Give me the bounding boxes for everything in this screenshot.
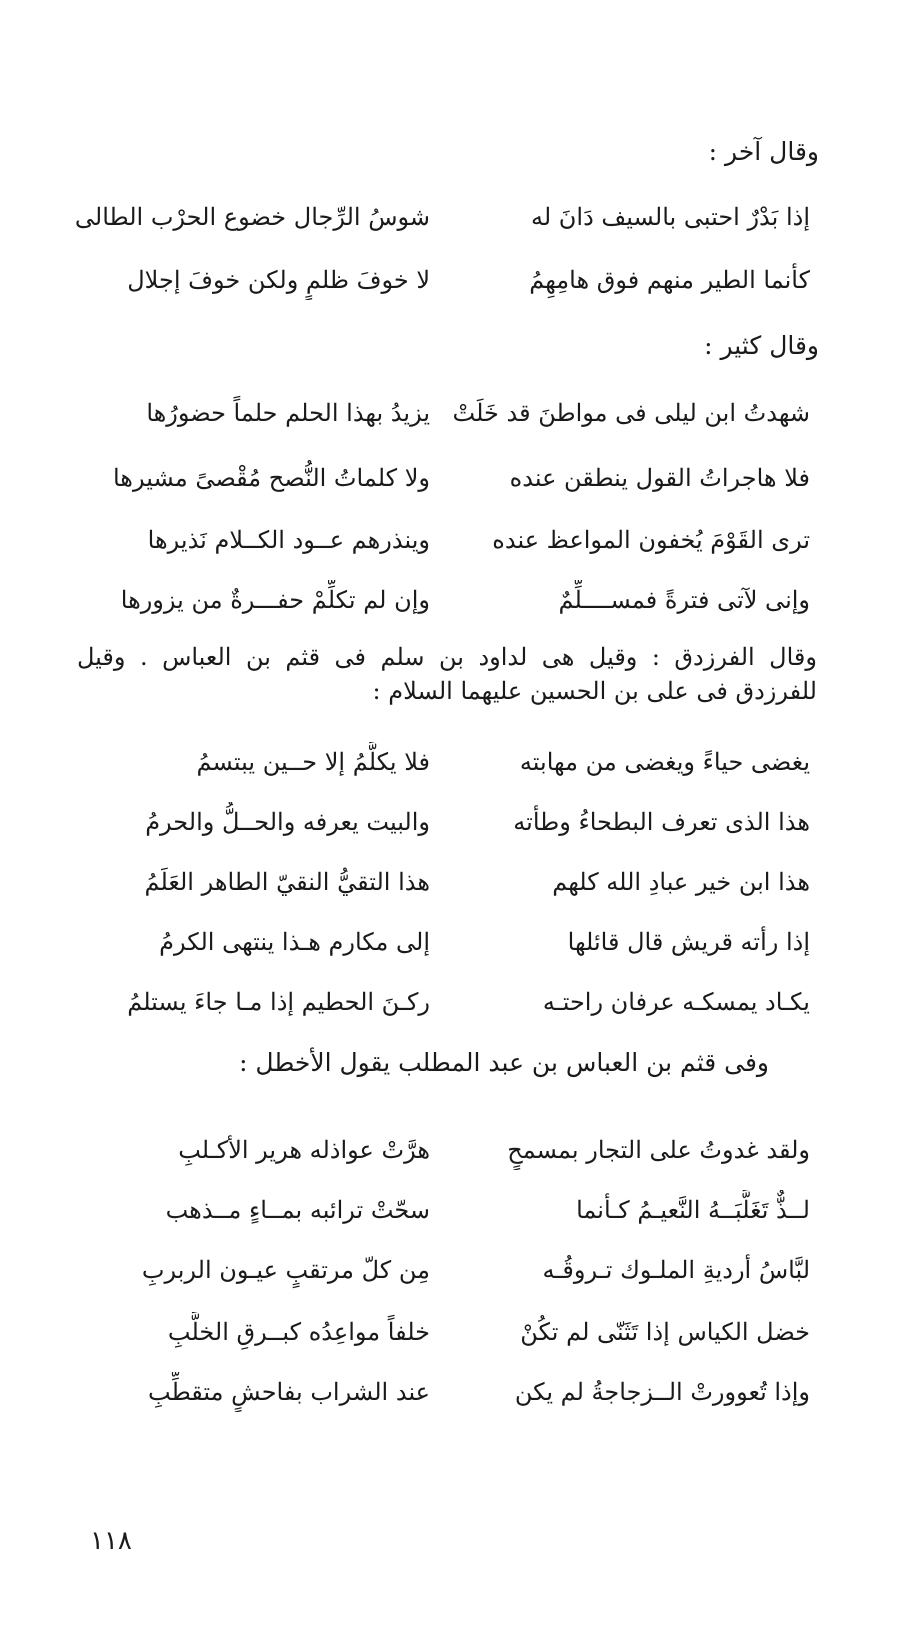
verse-first-hemistich: شهدتُ ابن ليلى فى مواطنَ قد خَلَتْ bbox=[452, 399, 810, 427]
section-intro: وقال كثير : bbox=[704, 331, 819, 360]
verse-first-hemistich: لبَّاسُ أرديةِ الملـوك تـروقُـه bbox=[542, 1256, 810, 1284]
verse-first-hemistich: يغضى حياءً ويغضى من مهابته bbox=[519, 748, 810, 776]
verse-second-hemistich: ولا كلماتُ النُّصح مُقْصىً مشيرها bbox=[112, 464, 430, 492]
verse-first-hemistich: ولقد غدوتُ على التجار بمسمحٍ bbox=[507, 1136, 810, 1164]
verse-line bbox=[70, 982, 810, 1022]
verse-second-hemistich: وإن لم تكلِّمْ حفـــرةٌ من يزورها bbox=[120, 586, 430, 614]
verse-line bbox=[70, 197, 810, 237]
verse-line bbox=[70, 802, 810, 842]
verse-line bbox=[70, 742, 810, 782]
verse-second-hemistich: شوسُ الرِّجال خضوع الحرْب الطالى bbox=[74, 203, 430, 231]
page-number: ١١٨ bbox=[90, 1526, 132, 1556]
verse-second-hemistich: مِن كلّ مرتقبٍ عيـون الربربِ bbox=[141, 1256, 430, 1284]
verse-first-hemistich: فلا هاجراتُ القول ينطقن عنده bbox=[509, 464, 810, 492]
verse-second-hemistich: خلفاً مواعِدُه كبــرقِ الخلَّبِ bbox=[167, 1318, 430, 1346]
verse-second-hemistich: هذا التقيُّ النقيّ الطاهر العَلَمُ bbox=[144, 868, 430, 896]
verse-first-hemistich: خضل الكياس إذا تَثَنّى لم تكُنْ bbox=[520, 1318, 810, 1346]
verse-second-hemistich: وينذرهم عــود الكــلام نَذيرها bbox=[147, 526, 430, 554]
verse-line bbox=[70, 1250, 810, 1290]
verse-second-hemistich: عند الشراب بفاحشٍ متقطِّبِ bbox=[148, 1378, 430, 1406]
verse-second-hemistich: ركـنَ الحطيم إذا مـا جاءَ يستلمُ bbox=[127, 988, 430, 1016]
verse-line bbox=[70, 1130, 810, 1170]
verse-first-hemistich: وإذا تُعوورتْ الــزجاجةُ لم يكن bbox=[514, 1378, 810, 1406]
verse-first-hemistich: إذا رأته قريش قال قائلها bbox=[567, 928, 810, 956]
verse-second-hemistich: والبيت يعرفه والحــلُّ والحرمُ bbox=[145, 808, 430, 836]
verse-second-hemistich: إلى مكارم هـذا ينتهى الكرمُ bbox=[159, 928, 430, 956]
verse-first-hemistich: هذا الذى تعرف البطحاءُ وطأته bbox=[513, 808, 810, 836]
verse-line bbox=[70, 1312, 810, 1352]
verse-first-hemistich: لــذٌّ تَغَلَّبَــهُ النَّعيـمُ كـأنما bbox=[576, 1196, 810, 1224]
verse-second-hemistich: فلا يكلَّمُ إلا حــين يبتسمُ bbox=[196, 748, 430, 776]
verse-first-hemistich: ترى القَوْمَ يُخفون المواعظ عنده bbox=[492, 526, 810, 554]
verse-line bbox=[70, 520, 810, 560]
verse-second-hemistich: هرَّتْ عواذله هرير الأكـلبِ bbox=[178, 1136, 430, 1164]
verse-second-hemistich: سحّتْ ترائبه بمــاءٍ مــذهب bbox=[165, 1196, 430, 1224]
verse-line bbox=[70, 922, 810, 962]
verse-line bbox=[70, 393, 810, 433]
verse-first-hemistich: يكـاد يمسكـه عرفان راحتـه bbox=[542, 988, 810, 1016]
verse-first-hemistich: وإنى لآتى فترةً فمســــلِّمٌ bbox=[558, 586, 810, 614]
verse-first-hemistich: هذا ابن خير عبادِ الله كلهم bbox=[552, 868, 810, 896]
section-intro: وفى قثم بن العباس بن عبد المطلب يقول الأخطل : bbox=[239, 1048, 769, 1077]
verse-second-hemistich: يزيدُ بهذا الحلم حلماً حضورُها bbox=[146, 399, 430, 427]
verse-line bbox=[70, 1190, 810, 1230]
verse-line bbox=[70, 862, 810, 902]
section-intro: وقال آخر : bbox=[708, 137, 819, 166]
verse-line bbox=[70, 580, 810, 620]
section-prose: وقال الفرزدق : وقيل هى لداود بن سلم فى قثم بن العباس . وقيل للفرزدق فى على بن الحسين عليهما السلام : bbox=[77, 643, 817, 705]
verse-second-hemistich: لا خوفَ ظلمٍ ولكن خوفَ إجلال bbox=[127, 266, 430, 294]
verse-first-hemistich: كأنما الطير منهم فوق هامِهِمُ bbox=[529, 266, 810, 294]
verse-line bbox=[70, 1372, 810, 1412]
verse-line bbox=[70, 458, 810, 498]
verse-first-hemistich: إذا بَدْرٌ احتبى بالسيف دَانَ له bbox=[531, 203, 810, 231]
verse-line bbox=[70, 260, 810, 300]
